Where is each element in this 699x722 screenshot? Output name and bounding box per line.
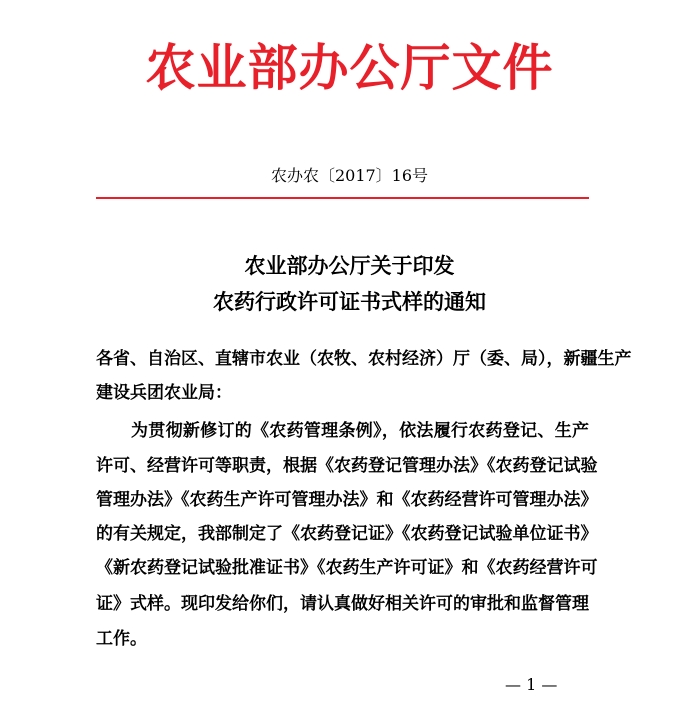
body-line-recipients: 各省、自治区、直辖市农业（农牧、农村经济）厅（委、局），新疆生产 [96, 349, 632, 369]
document-header-title: 农业部办公厅文件 [145, 38, 554, 97]
body-line: 的有关规定，我部制定了《农药登记证》《农药登记试验单位证书》 [96, 524, 598, 544]
notice-title-line-1: 农业部办公厅关于印发 [244, 253, 455, 278]
body-line-paragraph-start: 为贯彻新修订的《农药管理条例》，依法履行农药登记、生产 [131, 421, 589, 441]
body-line: 《新农药登记试验批准证书》《农药生产许可证》和《农药经营许可 [96, 558, 598, 578]
body-line: 许可、经营许可等职责，根据《农药登记管理办法》《农药登记试验 [96, 456, 598, 476]
body-line-last: 工作。 [96, 629, 147, 649]
body-line-recipients-cont: 建设兵团农业局： [96, 383, 232, 403]
body-line: 证》式样。现印发给你们，请认真做好相关许可的审批和监督管理 [96, 594, 589, 614]
document-number: 农办农〔2017〕16号 [270, 166, 429, 185]
notice-title-line-2: 农药行政许可证书式样的通知 [213, 289, 486, 314]
red-divider-line [96, 197, 589, 199]
body-line: 管理办法》《农药生产许可管理办法》和《农药经营许可管理办法》 [96, 490, 598, 510]
page-number: — 1 — [505, 675, 558, 694]
